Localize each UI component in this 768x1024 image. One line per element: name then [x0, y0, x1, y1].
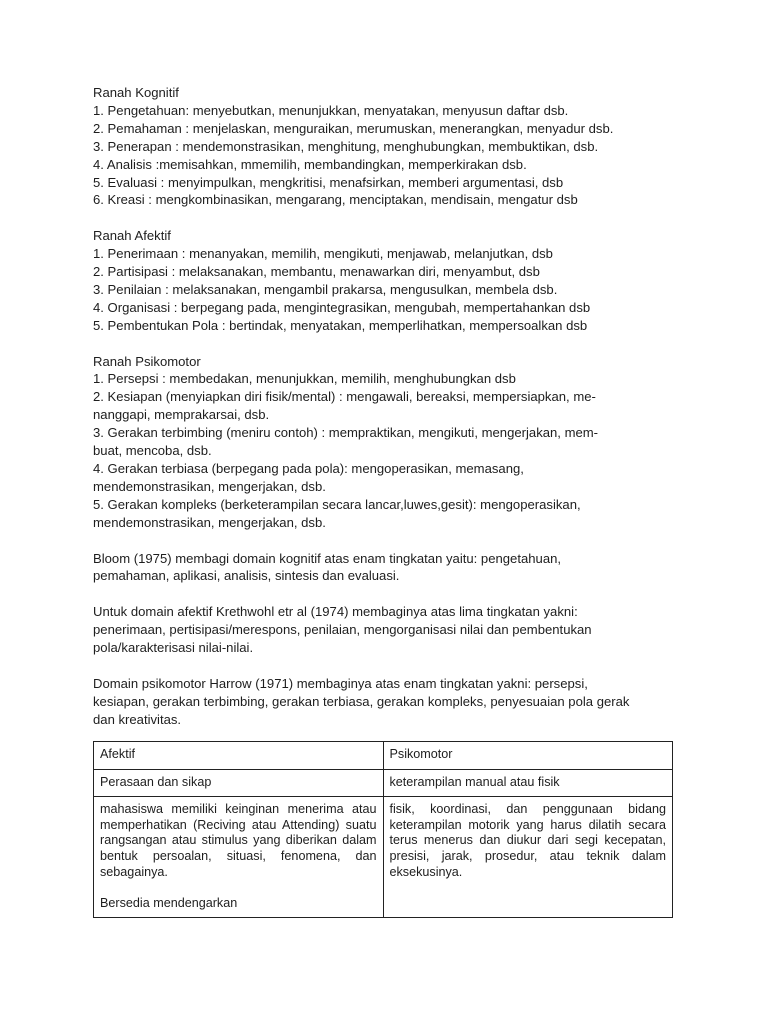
paragraph-bloom-line: pemahaman, aplikasi, analisis, sintesis dan evaluasi.	[93, 568, 400, 584]
psikomotor-line: 3. Gerakan terbimbing (meniru contoh) : mempraktikan, mengikuti, mengerjakan, mem-	[93, 425, 599, 441]
table-header-cell-psikomotor: Psikomotor	[383, 742, 673, 770]
paragraph-harrow-line: dan kreativitas.	[93, 711, 182, 727]
kognitif-item: 2. Pemahaman : menjelaskan, menguraikan, merumuskan, menerangkan, menyadur dsb.	[93, 120, 614, 136]
paragraph-krathwohl-line: Untuk domain afektif Krethwohl etr al (1974) membaginya atas lima tingkatan yakni:	[93, 604, 578, 620]
kognitif-item: 6. Kreasi : mengkombinasikan, mengarang, menciptakan, mendisain, mengatur dsb	[93, 192, 578, 208]
psikomotor-line: 1. Persepsi : membedakan, menunjukkan, memilih, menghubungkan dsb	[93, 371, 516, 387]
psikomotor-line: buat, mencoba, dsb.	[93, 443, 212, 459]
afektif-item: 2. Partisipasi : melaksanakan, membantu, menawarkan diri, menyambut, dsb	[93, 264, 540, 280]
table-header-cell-afektif: Afektif	[94, 742, 384, 770]
psikomotor-line: mendemonstrasikan, mengerjakan, dsb.	[93, 478, 326, 494]
table-row	[94, 797, 673, 918]
psikomotor-line: nanggapi, memprakarsai, dsb.	[93, 407, 270, 423]
psikomotor-description-text: fisik, koordinasi, dan penggunaan bidang keterampilan motorik yang harus dilatih secara terus menerus dan diukur dari segi kecepatan, presisi, jarak, prosedur, atau teknik dalam eksekusinya.	[389, 802, 666, 879]
paragraph-bloom-line: Bloom (1975) membagi domain kognitif atas enam tingkatan yaitu: pengetahuan,	[93, 550, 562, 566]
document-body	[93, 84, 678, 729]
table-cell-psikomotor: keterampilan manual atau fisik	[383, 769, 673, 797]
comparison-table	[93, 741, 673, 918]
spacer	[93, 209, 678, 227]
afektif-item: 1. Penerimaan : menanyakan, memilih, mengikuti, menjawab, melanjutkan, dsb	[93, 246, 553, 262]
spacer	[93, 335, 678, 353]
kognitif-item: 3. Penerapan : mendemonstrasikan, menghitung, menghubungkan, membuktikan, dsb.	[93, 138, 599, 154]
table-header-row	[94, 742, 673, 770]
paragraph-harrow-line: kesiapan, gerakan terbimbing, gerakan terbiasa, gerakan kompleks, penyesuaian pola gerak	[93, 693, 630, 709]
spacer	[93, 532, 678, 550]
table-cell-afektif: Perasaan dan sikap	[94, 769, 384, 797]
psikomotor-line: 4. Gerakan terbiasa (berpegang pada pola): mengoperasikan, memasang,	[93, 461, 524, 476]
kognitif-item: 5. Evaluasi : menyimpulkan, mengkritisi, menafsirkan, memberi argumentasi, dsb	[93, 174, 564, 190]
afektif-item: 4. Organisasi : berpegang pada, mengintegrasikan, mengubah, mempertahankan dsb	[93, 299, 591, 315]
spacer	[100, 880, 377, 896]
section-title-psikomotor: Ranah Psikomotor	[93, 353, 201, 369]
afektif-item: 3. Penilaian : melaksanakan, mengambil prakarsa, mengusulkan, membela dsb.	[93, 281, 558, 297]
paragraph-harrow-line: Domain psikomotor Harrow (1971) membaginya atas enam tingkatan yakni: persepsi,	[93, 675, 588, 691]
kognitif-item: 1. Pengetahuan: menyebutkan, menunjukkan, menyatakan, menyusun daftar dsb.	[93, 102, 569, 118]
kognitif-item: 4. Analisis :memisahkan, mmemilih, membandingkan, memperkirakan dsb.	[93, 156, 527, 172]
table-row	[94, 769, 673, 797]
paragraph-krathwohl-line: pola/karakterisasi nilai-nilai.	[93, 640, 254, 656]
paragraph-krathwohl-line: penerimaan, pertisipasi/merespons, penilaian, mengorganisasi nilai dan pembentukan	[93, 622, 592, 638]
section-title-afektif: Ranah Afektif	[93, 228, 171, 244]
section-title-kognitif: Ranah Kognitif	[93, 85, 179, 100]
table-cell-afektif-description	[94, 797, 384, 918]
psikomotor-line: 2. Kesiapan (menyiapkan diri fisik/mental) : mengawali, bereaksi, mempersiapkan, me-	[93, 389, 596, 405]
table-cell-psikomotor-description	[383, 797, 673, 918]
psikomotor-line: mendemonstrasikan, mengerjakan, dsb.	[93, 514, 326, 530]
afektif-description-text: mahasiswa memiliki keinginan menerima atau memperhatikan (Reciving atau Attending) suatu rangsangan atau stimulus yang diberikan dalam bentuk persoalan, situasi, fenomena, dan sebagainya.	[100, 802, 377, 879]
spacer	[93, 657, 678, 675]
afektif-item: 5. Pembentukan Pola : bertindak, menyatakan, memperlihatkan, mempersoalkan dsb	[93, 317, 588, 333]
afektif-example-text: Bersedia mendengarkan	[100, 895, 238, 910]
spacer	[93, 585, 678, 603]
psikomotor-line: 5. Gerakan kompleks (berketerampilan secara lancar,luwes,gesit): mengoperasikan,	[93, 496, 581, 512]
